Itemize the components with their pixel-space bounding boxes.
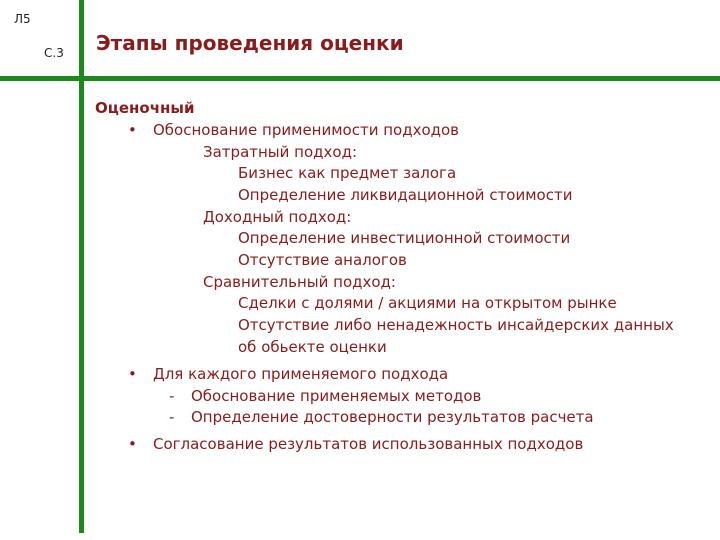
approach-name: Сравнительный подход:	[203, 273, 396, 291]
approach-item: Отсутствие аналогов	[238, 251, 407, 269]
approach-item: Определение инвестиционной стоимости	[238, 229, 571, 247]
approach-item: Отсутствие либо ненадежность инсайдерских данных	[238, 316, 674, 334]
bullet-text: Для каждого применяемого подхода	[153, 365, 449, 383]
dash-item	[169, 386, 481, 407]
bullet-marker: •	[128, 121, 137, 139]
bullet-item	[128, 434, 583, 455]
dash-marker: -	[169, 408, 175, 426]
approach-item: Определение ликвидационной стоимости	[238, 186, 573, 204]
approach-name: Доходный подход:	[203, 208, 352, 226]
page-title: Этапы проведения оценки	[96, 31, 404, 55]
approach-item: об обьекте оценки	[238, 338, 387, 356]
approach-name: Затратный подход:	[203, 143, 357, 161]
bullet-text: Согласование результатов использованных подходов	[153, 435, 584, 453]
bullet-marker: •	[128, 435, 137, 453]
bullet-marker: •	[128, 365, 137, 383]
dash-text: Определение достоверности результатов расчета	[191, 408, 594, 426]
horizontal-divider	[0, 76, 720, 81]
lecture-code: Л5	[14, 12, 31, 26]
bullet-item	[128, 120, 459, 141]
dash-text: Обоснование применяемых методов	[191, 387, 482, 405]
bullet-item	[128, 364, 448, 385]
dash-item	[169, 407, 594, 428]
slide-code: С.3	[44, 46, 64, 60]
dash-marker: -	[169, 387, 175, 405]
approach-item: Сделки с долями / акциями на открытом рынке	[238, 294, 617, 312]
section-heading: Оценочный	[95, 99, 195, 117]
approach-item: Бизнес как предмет залога	[238, 164, 457, 182]
bullet-text: Обоснование применимости подходов	[153, 121, 460, 139]
